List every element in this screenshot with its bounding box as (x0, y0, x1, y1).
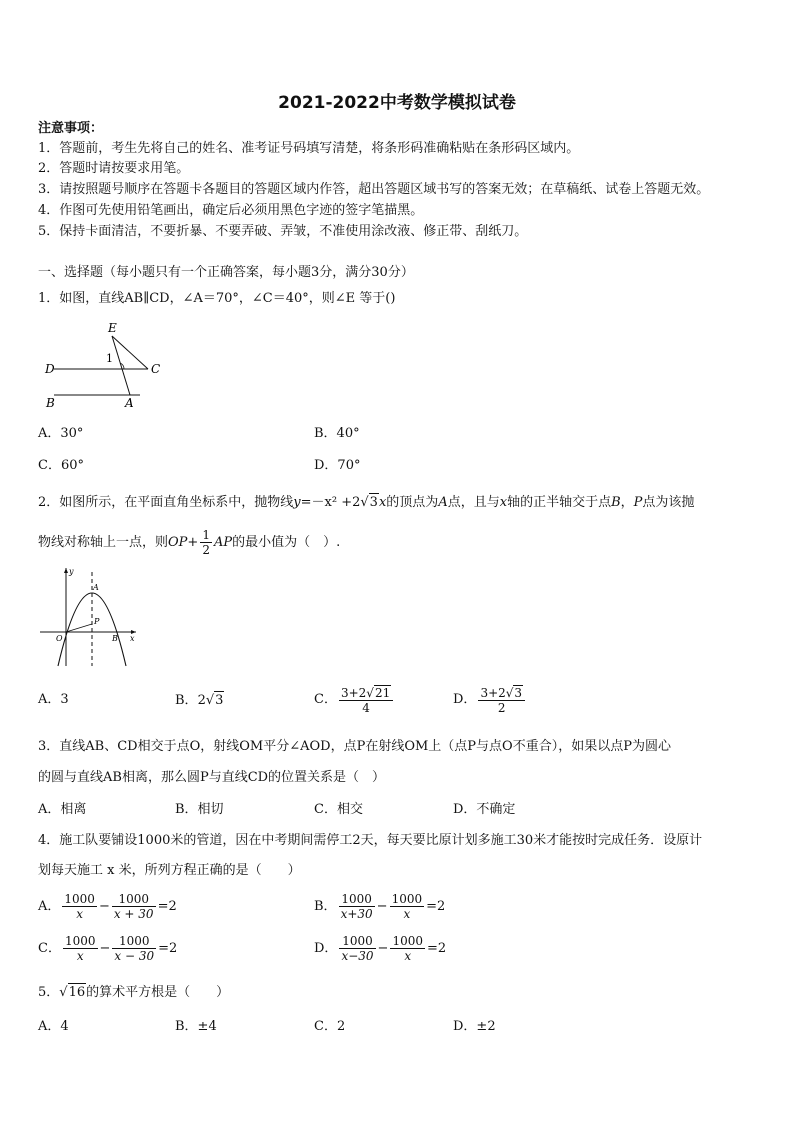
page-title: 2021-2022中考数学模拟试卷 (278, 93, 516, 113)
q5-option-c: C．2 (314, 1019, 346, 1034)
q5-option-d: D．±2 (453, 1019, 496, 1034)
q4-option-a (38, 888, 177, 926)
fraction-numerator: 1000 (392, 934, 423, 948)
fraction-numerator: 1000 (112, 892, 156, 907)
sqrt-sign: √ (360, 495, 369, 510)
fraction-denominator: x−30 (341, 949, 374, 963)
q2-formula: y (293, 495, 301, 510)
q5-text: 的算术平方根是（ ） (86, 985, 230, 1000)
q2-option-b (175, 691, 224, 710)
q3-stem-line2: 的圆与直线AB相离，那么圆P与直线CD的位置关系是（ ） (38, 770, 386, 785)
q2-radicand: 3 (369, 495, 378, 510)
fraction-denominator: x (76, 907, 84, 921)
q4-option-b (314, 888, 445, 926)
q2-label-p: P (94, 617, 100, 626)
fraction-denominator: 4 (362, 700, 370, 715)
equals-text: =2 (157, 899, 177, 914)
q2-half-fraction (200, 528, 212, 557)
q2-text: 物线对称轴上一点，则 (38, 535, 169, 550)
fraction-denominator: 2 (497, 700, 506, 715)
option-value: 2 (197, 693, 206, 708)
option-label: C． (314, 692, 337, 707)
q3-option-a: A．相离 (38, 802, 87, 817)
q2-text: 点为该抛 (642, 495, 695, 510)
option-fraction (112, 892, 156, 921)
q2-stem-line2 (38, 528, 340, 558)
q3-stem-line1: 3．直线AB、CD相交于点O，射线OM平分∠AOD，点P在射线OM上（点P与点O不重合），如果以点P为圆心 (38, 739, 671, 754)
option-label: D． (314, 941, 338, 956)
q3-option-c: C．相交 (314, 802, 363, 817)
q5-number: 5． (38, 985, 60, 1000)
option-fraction (62, 892, 97, 921)
notice-item: 3．请按照题号顺序在答题卡各题目的答题区域内作答，超出答题区域书写的答案无效；在草稿纸、试卷上答题无效。 (38, 182, 710, 197)
q5-option-b: B．±4 (175, 1019, 217, 1034)
q2-text: 点，且与 (447, 495, 500, 510)
q2-text: 轴的正半轴交于点 (507, 495, 612, 510)
section-heading: 一、选择题（每小题只有一个正确答案，每小题3分，满分30分） (38, 265, 414, 280)
q1-label-b: B (46, 396, 55, 410)
q2-point: B (611, 495, 621, 510)
q2-formula: AP (213, 535, 233, 550)
q5-option-a: A．4 (38, 1019, 69, 1034)
equals-text: =2 (158, 941, 178, 956)
option-label: A． (38, 899, 61, 914)
q2-formula: x (378, 495, 387, 510)
q3-option-d: D．不确定 (453, 802, 516, 817)
q2-label-o: O (56, 634, 63, 643)
q1-option-c: C．60° (38, 458, 84, 473)
minus-sign: − (99, 941, 111, 956)
q4-option-d (314, 930, 446, 968)
q2-text: 的最小值为（ ）. (232, 535, 341, 550)
fraction-denominator: 2 (202, 543, 210, 557)
notice-item: 2．答题时请按要求用笔。 (38, 161, 190, 176)
q2-option-a: A．3 (38, 692, 69, 707)
option-label: B． (175, 693, 198, 708)
numerator-text: 3+2 (340, 685, 367, 700)
q2-text: 2．如图所示，在平面直角坐标系中，抛物线 (38, 495, 294, 510)
q2-text: 的顶点为 (386, 495, 439, 510)
minus-sign: − (376, 899, 388, 914)
q2-label-x: x (130, 634, 135, 643)
q2-label-a: A (93, 583, 99, 592)
q2-formula: OP+ (168, 535, 199, 550)
fraction-numerator: 1 (202, 528, 210, 542)
sqrt-sign: √ (505, 685, 514, 700)
option-label: B． (314, 899, 337, 914)
q4-option-c (38, 930, 177, 968)
q5-radicand: 16 (68, 985, 86, 1000)
fraction-numerator: 1000 (339, 934, 375, 949)
equals-text: =2 (426, 941, 447, 956)
fraction-numerator: 1000 (339, 892, 375, 907)
fraction-denominator: x (404, 949, 412, 963)
option-label: C． (38, 941, 61, 956)
q1-label-e: E (108, 321, 117, 335)
q3-option-b: B．相切 (175, 802, 224, 817)
equals-text: =2 (426, 899, 446, 914)
option-radicand: 3 (514, 685, 523, 700)
q1-option-d: D．70° (314, 458, 361, 473)
q2-label-y: y (69, 567, 74, 576)
q1-figure (40, 318, 170, 413)
fraction-denominator: x − 30 (114, 949, 155, 963)
q1-label-c: C (151, 362, 161, 376)
q2-formula: =－x² +2 (300, 495, 361, 510)
option-radicand: 3 (215, 693, 224, 708)
option-fraction (339, 934, 375, 963)
sqrt-sign: √ (205, 693, 215, 708)
fraction-numerator: 1000 (64, 934, 96, 948)
q2-option-c (314, 681, 395, 719)
notice-item: 5．保持卡面清洁，不要折暴、不要弄破、弄皱，不准使用涂改液、修正带、刮纸刀。 (38, 224, 528, 239)
fraction-denominator: x (76, 949, 84, 963)
fraction-numerator: 1000 (391, 892, 423, 906)
fraction-numerator (339, 685, 393, 701)
notice-heading: 注意事项： (38, 121, 104, 136)
q1-option-b: B．40° (314, 426, 360, 441)
q2-stem-line1 (38, 493, 694, 512)
option-fraction (112, 934, 156, 963)
q4-stem-line1: 4．施工队要铺设1000米的管道，因在中考期间需停工2天，每天要比原计划多施工30米才能按时完成任务．设原计 (38, 833, 703, 848)
sqrt-sign: √ (59, 985, 68, 1000)
fraction-denominator: x (403, 907, 411, 921)
q2-figure (36, 562, 146, 667)
q1-label-a: A (125, 396, 134, 410)
option-radicand: 21 (374, 685, 391, 700)
option-fraction (478, 685, 525, 715)
option-label: D． (453, 692, 477, 707)
option-fraction (63, 934, 98, 963)
q2-option-d (453, 681, 527, 719)
q2-axis: x (499, 495, 508, 510)
q1-stem: 1．如图，直线AB∥CD，∠A＝70°，∠C＝40°，则∠E 等于() (38, 291, 396, 306)
q1-label-d: D (45, 362, 55, 376)
option-fraction (339, 685, 393, 715)
option-fraction (390, 934, 425, 963)
q1-option-a: A．30° (38, 426, 84, 441)
numerator-text: 3+2 (480, 685, 506, 700)
minus-sign: − (377, 941, 389, 956)
sqrt-sign: √ (366, 685, 374, 700)
q2-label-b: B (112, 634, 118, 643)
notice-item: 4．作图可先使用铅笔画出，确定后必须用黑色字迹的签字笔描黑。 (38, 203, 424, 218)
fraction-numerator: 1000 (64, 892, 95, 906)
q5-stem (38, 983, 229, 1002)
fraction-denominator: x+30 (340, 907, 373, 921)
fraction-denominator: x + 30 (113, 907, 154, 921)
q1-label-1: 1 (106, 352, 113, 365)
minus-sign: − (98, 899, 110, 914)
notice-item: 1．答题前，考生先将自己的姓名、准考证号码填写清楚，将条形码准确粘贴在条形码区域内。 (38, 141, 580, 156)
option-fraction (339, 892, 375, 921)
q2-point: P (633, 495, 643, 510)
fraction-numerator: 1000 (112, 934, 156, 949)
q2-point: A (438, 495, 448, 510)
q4-stem-line2: 划每天施工 x 米，所列方程正确的是（ ） (38, 863, 301, 878)
option-fraction (390, 892, 425, 921)
fraction-numerator (478, 685, 525, 701)
q2-text: ， (620, 495, 634, 510)
